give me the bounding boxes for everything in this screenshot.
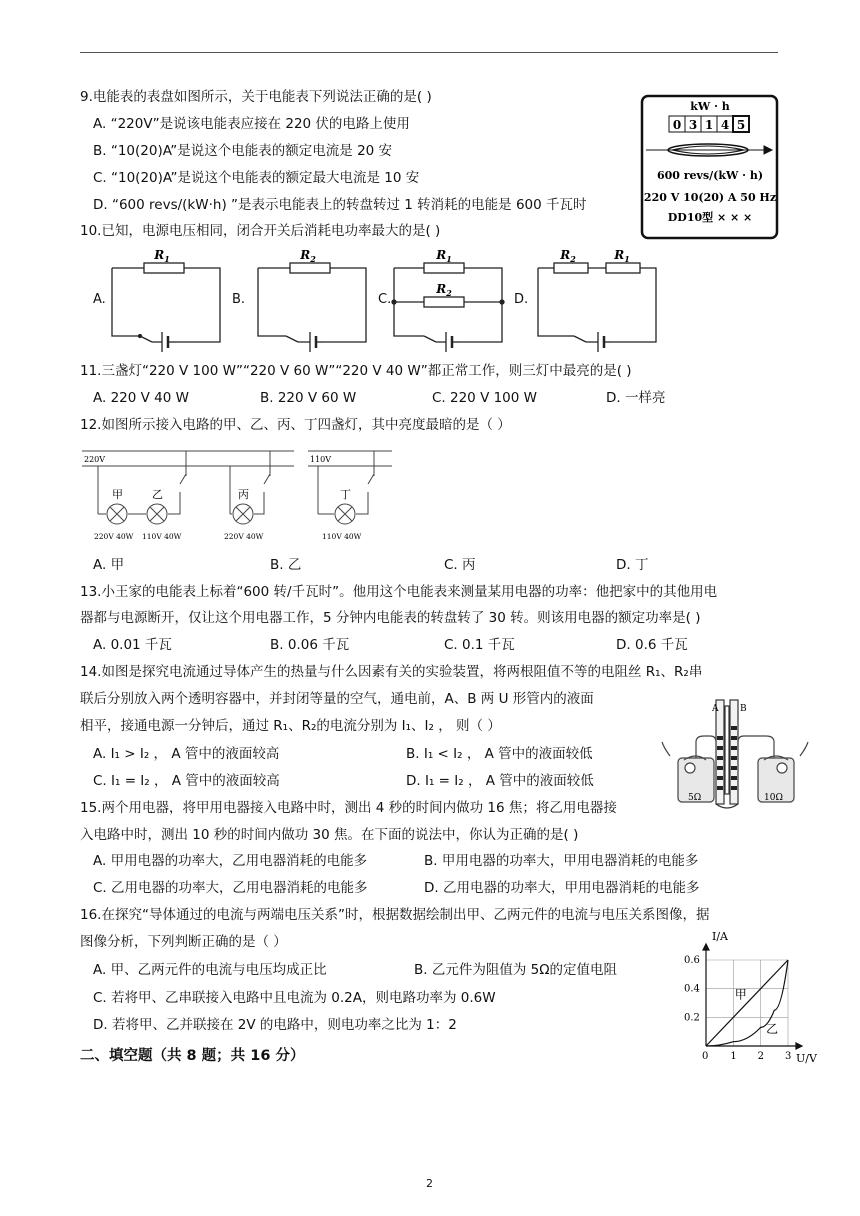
svg-text:R1: $R_1$ xyxy=(614,248,630,264)
svg-text:R2: $R_2$ xyxy=(436,282,452,298)
q12-option-d: D. 丁 xyxy=(616,557,649,573)
lamp-label: 甲 xyxy=(112,488,123,501)
voltage-110: 110V xyxy=(310,455,332,464)
meter-revs: 600 revs/(kW · h) xyxy=(656,169,764,182)
lamp-label: 乙 xyxy=(152,488,163,501)
x-tick-label: 0 xyxy=(702,1051,709,1062)
q16-option-d: D. 若将甲、乙并联接在 2V 的电路中，则电功率之比为 1：2 xyxy=(93,1017,457,1033)
x-tick-label: 3 xyxy=(785,1051,792,1062)
q11-option-b: B. 220 V 60 W xyxy=(260,390,357,406)
y-tick-label: 0.6 xyxy=(684,955,700,966)
q13-stem-line1: 13.小王家的电能表上标着“600 转/千瓦时”。他用这个电能表来测量某用电器的功率：他把家中的其他用电 xyxy=(80,584,718,600)
resistor-label: R xyxy=(436,248,447,262)
q13-option-d: D. 0.6 千瓦 xyxy=(616,637,688,653)
q13-option-a: A. 0.01 千瓦 xyxy=(93,637,172,653)
q10-label-b: B. xyxy=(232,292,246,307)
resistor-label: R xyxy=(614,248,625,262)
q9-option-d: D. “600 revs/(kW·h) ”是表示电能表上的转盘转过 1 转消耗的电能是 600 千瓦时 xyxy=(93,197,587,213)
q15-stem-line1: 15.两个用电器，将甲用电器接入电路中时，测出 4 秒的时间内做功 16 焦；将乙用电器接 xyxy=(80,800,617,816)
meter-unit: kW · h xyxy=(690,100,730,113)
q16-option-b: B. 乙元件为阻值为 5Ω的定值电阻 xyxy=(414,962,618,978)
q11-option-d: D. 一样亮 xyxy=(606,390,666,406)
circuit-d xyxy=(530,246,664,358)
y-axis-label: I/A xyxy=(712,930,728,943)
x-axis-label: U/V xyxy=(796,1052,817,1065)
circuit-c xyxy=(390,246,510,358)
q11-option-c: C. 220 V 100 W xyxy=(432,390,538,406)
tube-a-label: A xyxy=(712,704,719,714)
q13-option-b: B. 0.06 千瓦 xyxy=(270,637,350,653)
resistor-label: R xyxy=(300,248,311,262)
meter-digit: 1 xyxy=(704,118,714,132)
y-tick-label: 0.2 xyxy=(684,1012,700,1024)
meter-digit: 3 xyxy=(688,118,698,132)
lamp-rating: 110V 40W xyxy=(142,532,182,541)
heating-experiment-figure xyxy=(660,696,810,812)
q14-stem-line1: 14.如图是探究电流通过导体产生的热量与什么因素有关的实验装置，将两根阻值不等的电阻丝 R₁、R₂串 xyxy=(80,664,703,680)
x-axis-arrow xyxy=(796,1043,802,1049)
q12-option-c: C. 丙 xyxy=(444,557,476,573)
q16-stem-line2: 图像分析，下列判断正确的是（ ） xyxy=(80,934,287,950)
q14-option-a: A. I₁ > I₂ ， A 管中的液面较高 xyxy=(93,746,280,762)
circuit-b xyxy=(246,246,372,358)
q14-stem-line3: 相平，接通电源一分钟后，通过 R₁、R₂的电流分别为 I₁、I₂ ， 则（ ） xyxy=(80,718,501,734)
q10-label-c: C. xyxy=(378,292,392,307)
q12-option-b: B. 乙 xyxy=(270,557,302,573)
q16-stem-line1: 16.在探究“导体通过的电流与两端电压关系”时，根据数据绘制出甲、乙两元件的电流与电压关系图像，据 xyxy=(80,907,710,923)
meter-digit: 5 xyxy=(736,118,746,132)
svg-text:R1: $R_1$ xyxy=(154,248,170,264)
resistor-10-label: 10Ω xyxy=(764,793,783,803)
lamp-rating: 220V 40W xyxy=(94,532,134,541)
circuit-a xyxy=(104,246,228,358)
meter-digit: 4 xyxy=(720,118,730,132)
header-rule xyxy=(80,52,778,53)
q15-option-a: A. 甲用电器的功率大，乙用电器消耗的电能多 xyxy=(93,853,368,869)
lamp-rating: 220V 40W xyxy=(224,532,264,541)
q14-option-c: C. I₁ = I₂ ， A 管中的液面较高 xyxy=(93,773,280,789)
svg-text:R2: $R_2$ xyxy=(300,248,316,264)
meter-digits xyxy=(669,116,749,132)
electric-meter-figure xyxy=(640,94,780,241)
q10-label-d: D. xyxy=(514,292,529,307)
svg-text:R1: $R_1$ xyxy=(436,248,452,264)
lamp-label: 丁 xyxy=(340,488,351,501)
meter-digit: 0 xyxy=(672,118,682,132)
y-axis-arrow xyxy=(703,944,709,950)
meter-rating: 220 V 10(20) A 50 Hz xyxy=(643,191,777,204)
tube-b-label: B xyxy=(740,704,747,714)
lamp-rating: 110V 40W xyxy=(322,532,362,541)
q9-option-a: A. “220V”是说该电能表应接在 220 伏的电路上使用 xyxy=(93,116,410,132)
q9-option-c: C. “10(20)A”是说这个电能表的额定最大电流是 10 安 xyxy=(93,170,420,186)
voltage-220: 220V xyxy=(84,455,106,464)
q16-option-c: C. 若将甲、乙串联接入电路中且电流为 0.2A，则电路功率为 0.6W xyxy=(93,990,496,1006)
q9-option-b: B. “10(20)A”是说这个电能表的额定电流是 20 安 xyxy=(93,143,393,159)
resistor-5-label: 5Ω xyxy=(688,793,702,803)
section-2-heading: 二、填空题（共 8 题；共 16 分） xyxy=(80,1048,305,1064)
q15-option-b: B. 甲用电器的功率大，甲用电器消耗的电能多 xyxy=(424,853,699,869)
q10-label-a: A. xyxy=(93,292,106,307)
resistor-label: R xyxy=(560,248,571,262)
meter-model: DD10型 × × × xyxy=(667,211,753,224)
q13-stem-line2: 器都与电源断开，仅让这个用电器工作，5 分钟内电能表的转盘转了 30 转。则该用电器的额定功率是( ) xyxy=(80,610,701,626)
q10-stem: 10.已知，电源电压相同，闭合开关后消耗电功率最大的是( ) xyxy=(80,223,441,239)
y-tick-label: 0.4 xyxy=(684,983,700,995)
resistor-label: R xyxy=(436,282,447,296)
q14-option-b: B. I₁ < I₂ ， A 管中的液面较低 xyxy=(406,746,593,762)
q11-stem: 11.三盏灯“220 V 100 W”“220 V 60 W”“220 V 40 W”都正常工作，则三灯中最亮的是( ) xyxy=(80,363,632,379)
q15-option-d: D. 乙用电器的功率大，甲用电器消耗的电能多 xyxy=(424,880,700,896)
q15-stem-line2: 入电路中时，测出 10 秒的时间内做功 30 焦。在下面的说法中，你认为正确的是( ) xyxy=(80,827,579,843)
q14-option-d: D. I₁ = I₂ ， A 管中的液面较低 xyxy=(406,773,594,789)
resistor-label: R xyxy=(154,248,165,262)
page-number: 2 xyxy=(426,1177,433,1190)
svg-text:R2: $R_2$ xyxy=(560,248,576,264)
series-label-yi: 乙 xyxy=(766,1022,779,1037)
iu-chart xyxy=(676,928,826,1074)
lamp-circuit-figure xyxy=(82,446,394,546)
series-label-jia: 甲 xyxy=(734,987,747,1002)
q16-option-a: A. 甲、乙两元件的电流与电压均成正比 xyxy=(93,962,327,978)
q12-stem: 12.如图所示接入电路的甲、乙、丙、丁四盏灯，其中亮度最暗的是（ ） xyxy=(80,417,511,433)
q14-stem-line2: 联后分别放入两个透明容器中，并封闭等量的空气，通电前，A、B 两 U 形管内的液面 xyxy=(80,691,594,707)
x-tick-label: 2 xyxy=(757,1051,765,1062)
q11-option-a: A. 220 V 40 W xyxy=(93,390,189,406)
q15-option-c: C. 乙用电器的功率大，乙用电器消耗的电能多 xyxy=(93,880,368,896)
lamp-label: 丙 xyxy=(238,488,249,501)
q9-stem: 9.电能表的表盘如图所示，关于电能表下列说法正确的是( ) xyxy=(80,89,432,105)
q13-option-c: C. 0.1 千瓦 xyxy=(444,637,515,653)
q12-option-a: A. 甲 xyxy=(93,557,125,573)
x-tick-label: 1 xyxy=(730,1051,737,1062)
